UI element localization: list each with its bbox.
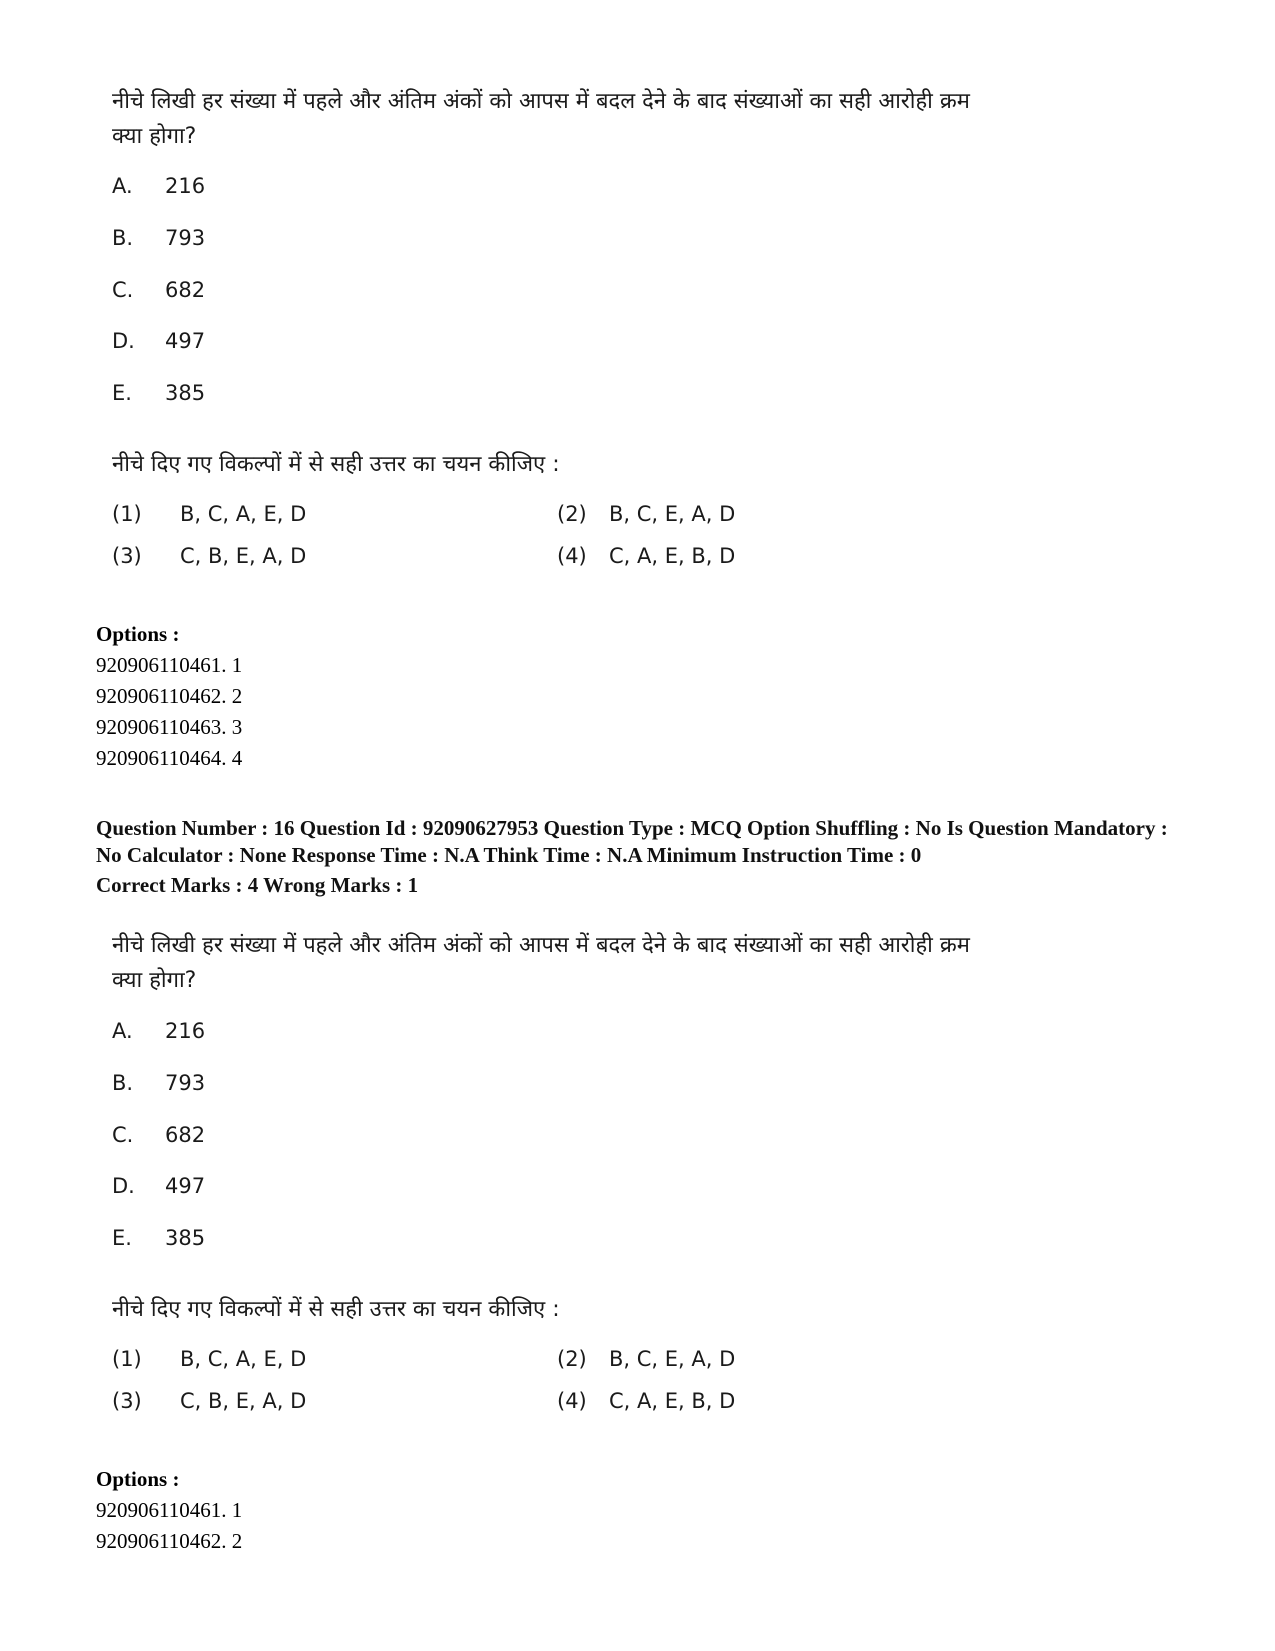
item-label: D. (112, 329, 135, 353)
item-label: C. (112, 278, 134, 302)
options-heading: Options : (96, 622, 180, 646)
answer-text: B, C, A, E, D (180, 502, 307, 526)
answer-number: (3) (112, 544, 142, 568)
answer-choice (557, 1347, 735, 1371)
list-item (112, 226, 205, 250)
answer-choice (557, 1389, 735, 1413)
answer-text: C, A, E, B, D (609, 1389, 736, 1413)
list-item (112, 1174, 205, 1198)
list-item (112, 278, 205, 302)
list-item (112, 174, 205, 198)
answer-number: (1) (112, 502, 142, 526)
question-stem: नीचे लिखी हर संख्या में पहले और अंतिम अंकों को आपस में बदल देने के बाद संख्याओं का सही आरोही क्रम क्या होगा? (112, 89, 970, 149)
answer-choice (112, 544, 306, 568)
answer-choice (112, 1389, 306, 1413)
options-heading: Options : (96, 1467, 180, 1491)
list-item (112, 381, 205, 405)
options-list-2 (96, 1464, 242, 1557)
question-image-2 (112, 928, 1012, 1428)
answer-number: (2) (557, 502, 587, 526)
answer-choice (112, 1347, 306, 1371)
answer-choice (557, 544, 735, 568)
answer-choice (557, 502, 735, 526)
item-label: D. (112, 1174, 135, 1198)
answer-text: B, C, E, A, D (609, 502, 736, 526)
option-line: 920906110463. 3 (96, 715, 243, 739)
option-line: 920906110462. 2 (96, 1529, 243, 1553)
item-label: E. (112, 1226, 132, 1250)
list-item (112, 329, 205, 353)
answer-text: B, C, E, A, D (609, 1347, 736, 1371)
marks-meta: Correct Marks : 4 Wrong Marks : 1 (96, 873, 419, 897)
list-item (112, 1071, 205, 1095)
question-stem: नीचे लिखी हर संख्या में पहले और अंतिम अंकों को आपस में बदल देने के बाद संख्याओं का सही आरोही क्रम क्या होगा? (112, 933, 970, 993)
item-value: 497 (165, 1174, 206, 1198)
answer-number: (3) (112, 1389, 142, 1413)
instruction: नीचे दिए गए विकल्पों में से सही उत्तर का चयन कीजिए : (112, 1297, 560, 1322)
answer-text: C, B, E, A, D (180, 544, 307, 568)
answer-number: (4) (557, 1389, 587, 1413)
item-value: 682 (165, 1123, 206, 1147)
answer-number: (4) (557, 544, 587, 568)
question-image-1 (112, 84, 1012, 584)
list-item (112, 1123, 205, 1147)
item-label: A. (112, 174, 133, 198)
item-value: 497 (165, 329, 206, 353)
item-label: C. (112, 1123, 134, 1147)
item-value: 682 (165, 278, 206, 302)
options-list-1 (96, 619, 242, 774)
option-line: 920906110461. 1 (96, 1498, 243, 1522)
answer-text: B, C, A, E, D (180, 1347, 307, 1371)
list-item (112, 1226, 205, 1250)
answer-text: C, B, E, A, D (180, 1389, 307, 1413)
question-meta: Question Number : 16 Question Id : 92090627953 Question Type : MCQ Option Shuffling : No Is Question Mandatory : No Calculator : None Response Time : N.A Think Time : N.A Minimum Instruction Time : 0 (96, 816, 1168, 867)
list-item (112, 1019, 205, 1043)
option-line: 920906110462. 2 (96, 684, 243, 708)
item-value: 385 (165, 381, 206, 405)
answer-choice (112, 502, 306, 526)
item-label: E. (112, 381, 132, 405)
item-value: 793 (165, 226, 206, 250)
item-value: 216 (165, 174, 206, 198)
answer-number: (1) (112, 1347, 142, 1371)
item-label: A. (112, 1019, 133, 1043)
item-label: B. (112, 226, 134, 250)
item-label: B. (112, 1071, 134, 1095)
answer-text: C, A, E, B, D (609, 544, 736, 568)
instruction: नीचे दिए गए विकल्पों में से सही उत्तर का चयन कीजिए : (112, 452, 560, 477)
item-value: 385 (165, 1226, 206, 1250)
item-value: 216 (165, 1019, 206, 1043)
item-value: 793 (165, 1071, 206, 1095)
answer-number: (2) (557, 1347, 587, 1371)
option-line: 920906110461. 1 (96, 653, 243, 677)
option-line: 920906110464. 4 (96, 746, 243, 770)
